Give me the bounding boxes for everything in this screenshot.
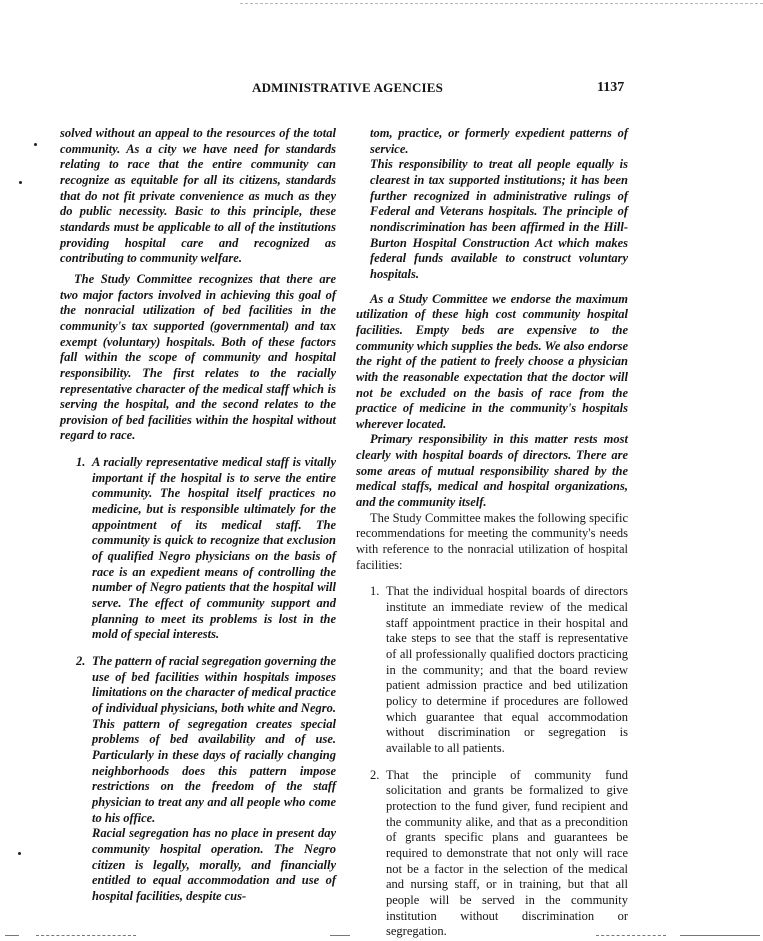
- list-item-text: That the individual hospital boards of directors institute an immediate review of the medical staff appointment practice in their hospital and take steps to see that the staff is representative of all professionally qualified doctors practicing in the community; and that the board review patient admission practice and bed utilization policy to determine if procedures are followed which guarantee that equal accommodation without discrimination or segregation is available to all patients.: [386, 584, 628, 755]
- list-item-text-continued: Racial segregation has no place in present day community hospital operation. The Negro citizen is legally, morally, and financially entitled to equal accommodation and use of hospital facilities, despite cus-: [92, 826, 336, 903]
- bottom-scan-mark: [596, 935, 666, 936]
- list-number: 2.: [370, 767, 380, 782]
- list-number: 1.: [76, 455, 86, 470]
- right-continuation: tom, practice, or formerly expedient patterns of service.: [370, 126, 628, 156]
- right-paragraph-responsibility: Primary responsibility in this matter rests most clearly with hospital boards of directors. There are some areas of mutual responsibility shared by the medical staffs, medical and hospital organizations, and the community itself.: [356, 432, 628, 510]
- list-item-text: The pattern of racial segregation governing the use of bed facilities within hospitals imposes limitations on the character of medical practice of individual physicians, both white and Negro. This pattern of segregation creates special problems of bed availability and of use. Particularly in these days of racially changing neighborhoods does this pattern impose restrictions on the freedom of the staff physician to treat any and all people who come to his office.: [92, 654, 336, 825]
- bottom-scan-mark: [330, 935, 350, 936]
- right-paragraph-endorse: As a Study Committee we endorse the maximum utilization of these high cost community hospital facilities. Empty beds are expensive to the community which supplies the beds. We also endorse the right of the patient to freely choose a physician with the reasonable expectation that the doctor will not be excluded on the basis of race from the practice of medicine in the community's hospitals wherever located.: [356, 291, 628, 431]
- list-number: 2.: [76, 654, 86, 668]
- page-number: 1137: [597, 80, 625, 95]
- bottom-scan-mark: [680, 935, 760, 936]
- bottom-scan-mark: [36, 935, 136, 936]
- left-paragraph-factors: The Study Committee recognizes that there are two major factors involved in achieving this goal of the nonracial utilization of bed facilities in the community's tax supported (governmental) and tax exempt (voluntary) hospitals. Both of these factors fall within the scope of community and hospital responsibility. The first relates to the racially representative character of the medical staff which is serving the hospital, and the second relates to the provision of bed facilities within the hospital without regard to race.: [60, 271, 336, 443]
- top-scan-edge: [240, 3, 763, 4]
- left-list-item-1: [60, 455, 336, 643]
- right-column: [356, 126, 628, 940]
- left-column: [60, 126, 336, 905]
- list-item-text: That the principle of community fund solicitation and grants be formalized to give protection to the fund giver, fund recipient and the community alike, and that as a precondition of grants specific plans and guarantees be required to demonstrate that not only will race not be a factor in the selection of the medical and nursing staff, or in training, but that all people will be served in the community institution without discrimination or segregation.: [386, 767, 628, 939]
- list-number: 1.: [370, 584, 380, 599]
- right-continuation-paragraph: This responsibility to treat all people equally is clearest in tax supported institutions; it has been further recognized in administrative rulings of Federal and Veterans hospitals. The principle of nondiscrimination has been affirmed in the Hill-Burton Hospital Construction Act which makes federal funds available to construct voluntary hospitals.: [370, 157, 628, 281]
- right-list-item-2: [356, 768, 628, 940]
- margin-speck: [18, 852, 21, 855]
- right-paragraph-recommendations: The Study Committee makes the following specific recommendations for meeting the community's needs with reference to the nonracial utilization of hospital facilities:: [356, 510, 628, 572]
- right-list-item-1: [356, 584, 628, 756]
- running-head-title: ADMINISTRATIVE AGENCIES: [252, 80, 444, 95]
- left-paragraph-continued: solved without an appeal to the resources of the total community. As a city we have need for standards relating to race that the entire community can recognize as equitable for all its citizens, standards that do not fit private convenience as much as they do public necessity. Basic to this principle, these standards must be applicable to all of the institutions providing hospital care and recognized as contributing to community welfare.: [60, 126, 336, 266]
- margin-speck: [34, 143, 37, 146]
- left-list-item-2: [60, 654, 336, 905]
- page-header: [0, 80, 763, 100]
- margin-speck: [19, 181, 22, 184]
- list-item-text: A racially representative medical staff is vitally important if the hospital is to serve the entire community. The hospital itself practices no medicine, but is responsible ultimately for the appointment of its medical staff. The community is quick to recognize that exclusion of qualified Negro physicians on the basis of race is an expedient means of controlling the number of Negro patients that the hospital will serve. The effect of community support and planning to meet its problems is lost in the mold of special interests.: [92, 455, 336, 642]
- bottom-scan-mark: [5, 935, 19, 936]
